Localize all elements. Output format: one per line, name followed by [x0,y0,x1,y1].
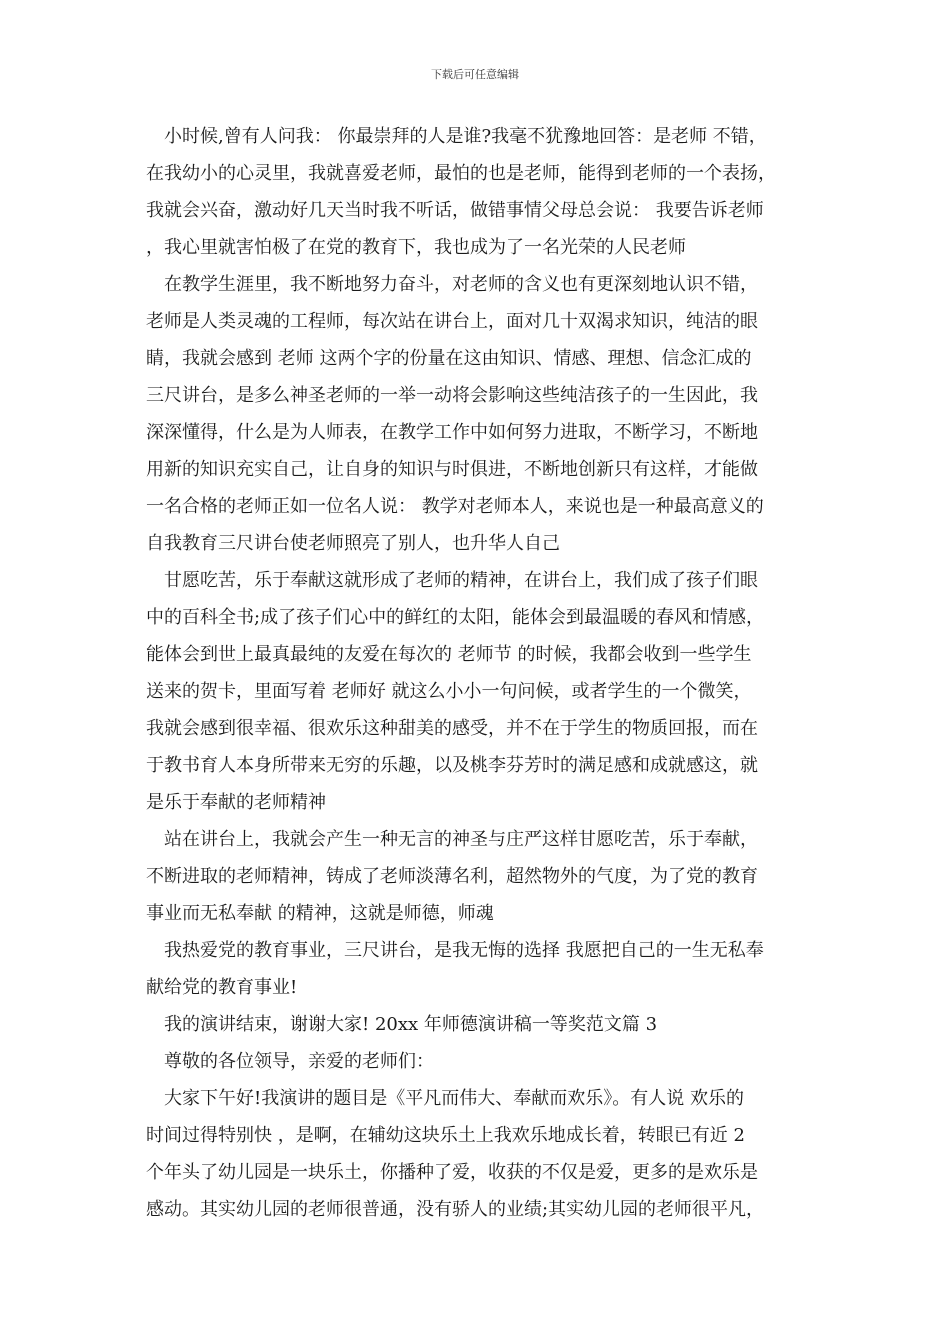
text-line: 是乐于奉献的老师精神 [146,792,326,813]
text-line: 不断进取的老师精神，铸成了老师淡薄名利，超然物外的气度，为了党的教育 [146,866,758,887]
text-line: 时间过得特别快 ，是啊，在辅幼这块乐土上我欢乐地成长着，转眼已有近 2 [146,1125,745,1146]
text-line: 尊敬的各位领导，亲爱的老师们： [164,1051,434,1072]
document-body [146,118,810,1228]
text-line: 老师是人类灵魂的工程师，每次站在讲台上，面对几十双渴求知识，纯洁的眼 [146,311,758,332]
text-line: 三尺讲台，是多么神圣老师的一举一动将会影响这些纯洁孩子的一生因此，我 [146,385,758,406]
text-line: 我就会感到很幸福、很欢乐这种甜美的感受，并不在于学生的物质回报，而在 [146,718,758,739]
text-line: 小时候,曾有人问我： 你最崇拜的人是谁?我毫不犹豫地回答：是老师 不错， [164,126,767,147]
text-line: 能体会到世上最真最纯的友爱在每次的 老师节 的时候，我都会收到一些学生 [146,644,752,665]
text-line: 中的百科全书;成了孩子们心中的鲜红的太阳，能体会到最温暖的春风和情感， [146,607,765,628]
text-line: 事业而无私奉献 的精神，这就是师德，师魂 [146,903,494,924]
text-line: 我就会兴奋，激动好几天当时我不听话，做错事情父母总会说： 我要告诉老师 [146,200,764,221]
text-line: 于教书育人本身所带来无穷的乐趣，以及桃李芬芳时的满足感和成就感这，就 [146,755,758,776]
text-line: 感动。其实幼儿园的老师很普通，没有骄人的业绩;其实幼儿园的老师很平凡， [146,1199,765,1220]
page-header: 下载后可任意编辑 [431,68,519,81]
text-line: 睛，我就会感到 老师 这两个字的份量在这由知识、情感、理想、信念汇成的 [146,348,752,369]
text-line: 大家下午好!我演讲的题目是《平凡而伟大、奉献而欢乐》。有人说 欢乐的 [164,1088,744,1109]
text-line: 用新的知识充实自己，让自身的知识与时俱进，不断地创新只有这样，才能做 [146,459,758,480]
text-line: 我的演讲结束，谢谢大家! 20xx 年师德演讲稿一等奖范文篇 3 [164,1014,658,1035]
text-line: 个年头了幼儿园是一块乐土，你播种了爱，收获的不仅是爱，更多的是欢乐是 [146,1162,758,1183]
text-line: 自我教育三尺讲台使老师照亮了别人，也升华人自己 [146,533,560,554]
text-line: 深深懂得，什么是为人师表，在教学工作中如何努力进取，不断学习，不断地 [146,422,758,443]
text-line: 在我幼小的心灵里，我就喜爱老师，最怕的也是老师，能得到老师的一个表扬， [146,163,776,184]
text-line: 我热爱党的教育事业，三尺讲台，是我无悔的选择 我愿把自己的一生无私奉 [164,940,764,961]
text-line: 甘愿吃苦，乐于奉献这就形成了老师的精神，在讲台上，我们成了孩子们眼 [164,570,758,591]
text-line: 站在讲台上，我就会产生一种无言的神圣与庄严这样甘愿吃苦，乐于奉献， [164,829,758,850]
text-line: 一名合格的老师正如一位名人说： 教学对老师本人，来说也是一种最高意义的 [146,496,764,517]
text-line: 献给党的教育事业! [146,977,298,998]
text-line: ，我心里就害怕极了在党的教育下，我也成为了一名光荣的人民老师 [146,237,686,258]
text-line: 在教学生涯里，我不断地努力奋斗，对老师的含义也有更深刻地认识不错， [164,274,758,295]
text-line: 送来的贺卡，里面写着 老师好 就这么小小一句问候，或者学生的一个微笑， [146,681,752,702]
